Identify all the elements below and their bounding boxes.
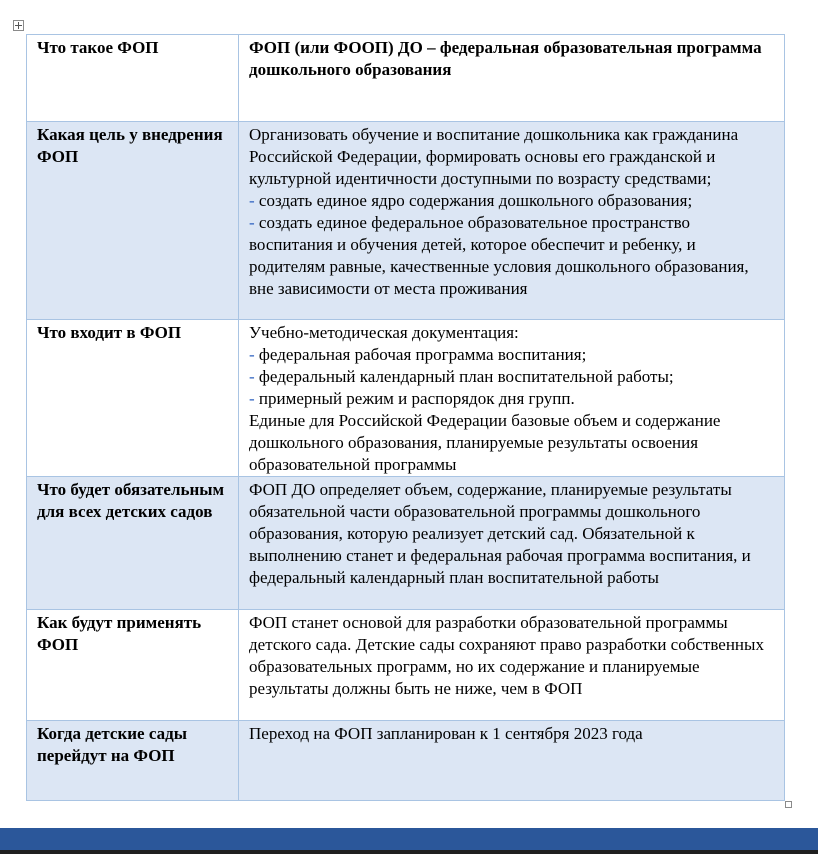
table-row: [27, 477, 785, 610]
table-row: [27, 610, 785, 721]
answer-line: [249, 37, 774, 81]
row-answer-cell[interactable]: [239, 35, 785, 122]
answer-text: ФОП станет основой для разработки образовательной программы детского сада. Детские сады сохраняют право разработки собственных образовательных программ, но их содержание и планируемые результаты должны быть не ниже, чем в ФОП: [249, 613, 764, 698]
answer-line: [249, 723, 774, 745]
answer-line: [249, 322, 774, 344]
table-row: [27, 35, 785, 122]
answer-line: [249, 366, 774, 388]
window-bottom-edge: [0, 850, 818, 854]
answer-text: примерный режим и распорядок дня групп.: [258, 389, 575, 408]
answer-text: ФОП (или ФООП) ДО – федеральная образовательная программа дошкольного образования: [249, 38, 762, 79]
answer-text: федеральная рабочая программа воспитания;: [258, 345, 587, 364]
row-question: Какая цель у внедрения ФОП: [37, 125, 223, 166]
row-question-cell[interactable]: [27, 477, 239, 610]
row-question: Что будет обязательным для всех детских садов: [37, 480, 225, 521]
row-question-cell[interactable]: [27, 35, 239, 122]
row-question: Как будут применять ФОП: [37, 613, 202, 654]
fop-table: [26, 34, 785, 801]
answer-text: Организовать обучение и воспитание дошкольника как гражданина Российской Федерации, формировать основы его гражданской и культурной идентичности доступными по возрасту средствами;: [249, 125, 739, 188]
row-question: Что такое ФОП: [37, 38, 159, 57]
answer-line: [249, 124, 774, 190]
row-question: Когда детские сады перейдут на ФОП: [37, 724, 187, 765]
row-question-cell[interactable]: [27, 721, 239, 801]
table-move-handle-icon[interactable]: [13, 20, 24, 31]
row-answer-cell[interactable]: [239, 320, 785, 477]
table-row: [27, 320, 785, 477]
answer-text: Единые для Российской Федерации базовые объем и содержание дошкольного образования, планируемые результаты освоения образовательной программы: [249, 411, 721, 474]
row-answer-cell[interactable]: [239, 477, 785, 610]
status-bar: [0, 828, 818, 850]
answer-text: Переход на ФОП запланирован к 1 сентября 2023 года: [249, 724, 643, 743]
row-question-cell[interactable]: [27, 610, 239, 721]
row-answer-cell[interactable]: [239, 122, 785, 320]
answer-line: [249, 410, 774, 476]
answer-text: федеральный календарный план воспитательной работы;: [258, 367, 674, 386]
row-question: Что входит в ФОП: [37, 323, 182, 342]
answer-line: [249, 190, 774, 212]
answer-line: [249, 612, 774, 700]
list-dash: -: [249, 191, 255, 210]
list-dash: -: [249, 345, 255, 364]
row-answer-cell[interactable]: [239, 721, 785, 801]
table-resize-handle-icon[interactable]: [785, 801, 792, 808]
answer-line: [249, 344, 774, 366]
answer-line: [249, 479, 774, 589]
answer-text: создать единое ядро содержания дошкольного образования;: [258, 191, 693, 210]
answer-line: [249, 388, 774, 410]
answer-text: ФОП ДО определяет объем, содержание, планируемые результаты обязательной части образовательной программы дошкольного образования, которую реализует детский сад. Обязательной к выполнению станет и федеральная рабочая программа воспитания, и федеральный календарный план воспитательной работы: [249, 480, 751, 587]
list-dash: -: [249, 213, 255, 232]
list-dash: -: [249, 389, 255, 408]
answer-text: Учебно-методическая документация:: [249, 323, 519, 342]
table-row: [27, 721, 785, 801]
answer-text: создать единое федеральное образовательное пространство воспитания и обучения детей, которое обеспечит и ребенку, и родителям равные, качественные условия дошкольного образования, вне зависимости от места проживания: [249, 213, 749, 298]
list-dash: -: [249, 367, 255, 386]
row-answer-cell[interactable]: [239, 610, 785, 721]
table-row: [27, 122, 785, 320]
row-question-cell[interactable]: [27, 122, 239, 320]
row-question-cell[interactable]: [27, 320, 239, 477]
answer-line: [249, 212, 774, 300]
